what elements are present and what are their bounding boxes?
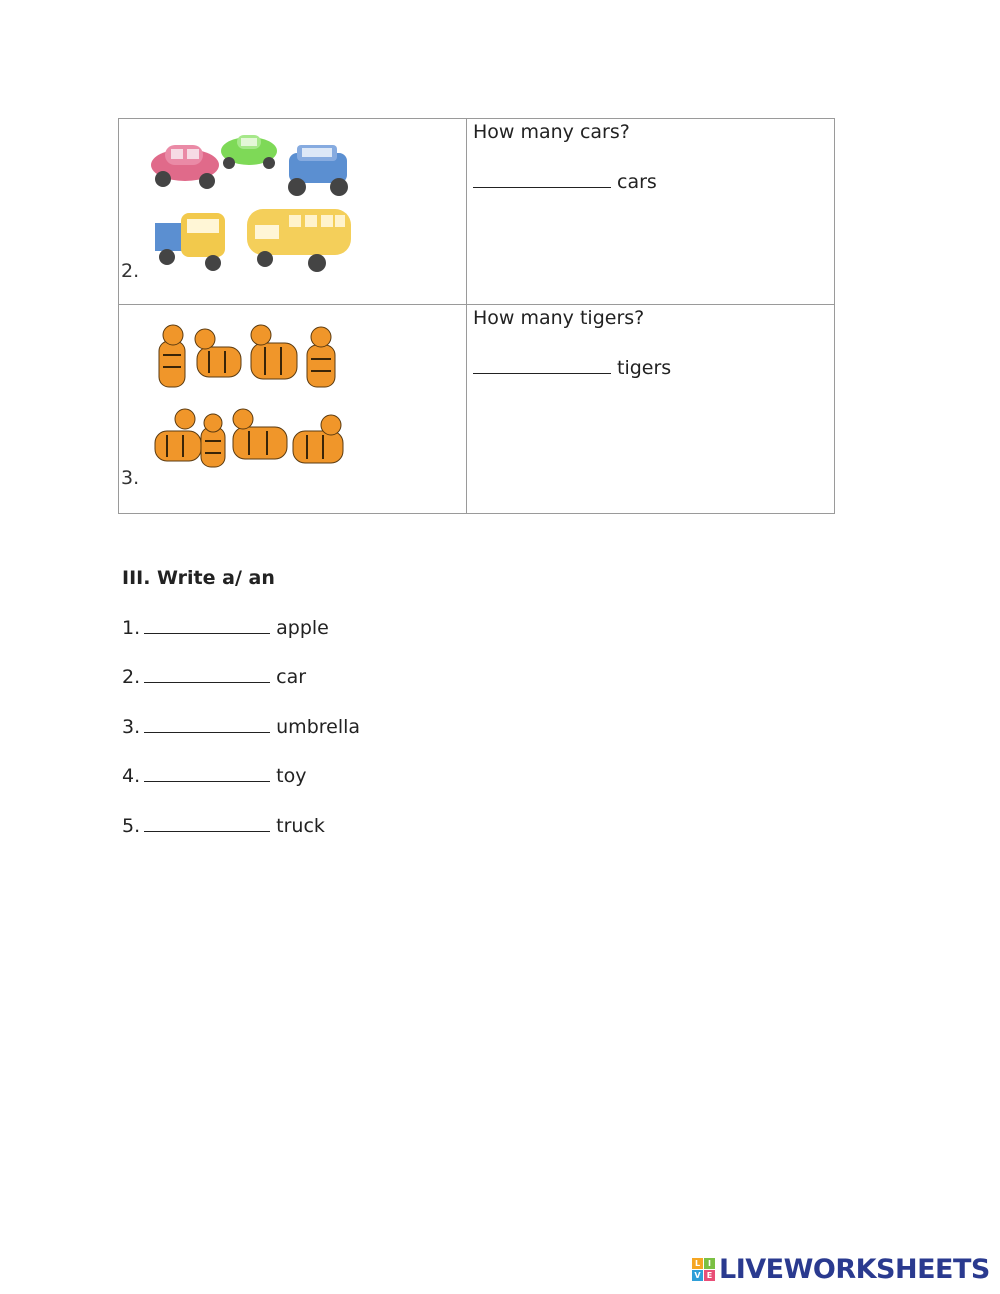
logo-mark-icon: L I V E xyxy=(692,1258,715,1281)
pink-car-icon xyxy=(151,145,219,189)
item-word: umbrella xyxy=(276,716,361,738)
answer-blank[interactable] xyxy=(473,171,611,188)
item-word: car xyxy=(276,666,307,688)
tiger-icon xyxy=(233,409,287,459)
question-text: How many tigers? xyxy=(473,307,645,329)
answer-blank[interactable] xyxy=(144,765,270,782)
question-text: How many cars? xyxy=(473,121,630,143)
picture-cell xyxy=(119,305,467,514)
item-word: truck xyxy=(276,815,325,837)
list-item xyxy=(122,666,306,688)
list-item xyxy=(122,716,360,738)
answer-blank[interactable] xyxy=(144,617,270,634)
cars-illustration xyxy=(147,125,357,275)
counting-table xyxy=(118,118,835,514)
blue-car-icon xyxy=(288,145,348,196)
row-number: 2. xyxy=(121,260,140,282)
tiger-icon xyxy=(307,327,335,387)
tiger-icon xyxy=(293,415,343,463)
answer-line xyxy=(473,357,671,379)
answer-blank[interactable] xyxy=(473,357,611,374)
item-number: 2. xyxy=(122,666,141,688)
section-title: III. Write a/ an xyxy=(122,567,275,589)
table-row xyxy=(119,119,835,305)
tiger-icon xyxy=(155,409,201,461)
list-item xyxy=(122,617,329,639)
item-word: apple xyxy=(276,617,329,639)
liveworksheets-logo[interactable] xyxy=(692,1254,990,1285)
row-number: 3. xyxy=(121,467,140,489)
logo-text: LIVEWORKSHEETS xyxy=(719,1254,990,1285)
answer-blank[interactable] xyxy=(144,666,270,683)
answer-line xyxy=(473,171,657,193)
item-word: toy xyxy=(276,765,307,787)
answer-unit: tigers xyxy=(617,357,672,379)
tiger-icon xyxy=(195,329,241,377)
item-number: 5. xyxy=(122,815,141,837)
tiger-icon xyxy=(251,325,297,379)
item-number: 4. xyxy=(122,765,141,787)
picture-cell xyxy=(119,119,467,305)
item-number: 3. xyxy=(122,716,141,738)
answer-blank[interactable] xyxy=(144,815,270,832)
list-item xyxy=(122,815,325,837)
list-item xyxy=(122,765,306,787)
answer-blank[interactable] xyxy=(144,716,270,733)
table-row xyxy=(119,305,835,514)
bus-icon xyxy=(247,209,351,272)
green-car-icon xyxy=(221,135,277,169)
item-number: 1. xyxy=(122,617,141,639)
question-cell xyxy=(467,305,835,514)
answer-unit: cars xyxy=(617,171,657,193)
truck-icon xyxy=(155,213,225,271)
tigers-illustration xyxy=(147,319,357,479)
question-cell xyxy=(467,119,835,305)
